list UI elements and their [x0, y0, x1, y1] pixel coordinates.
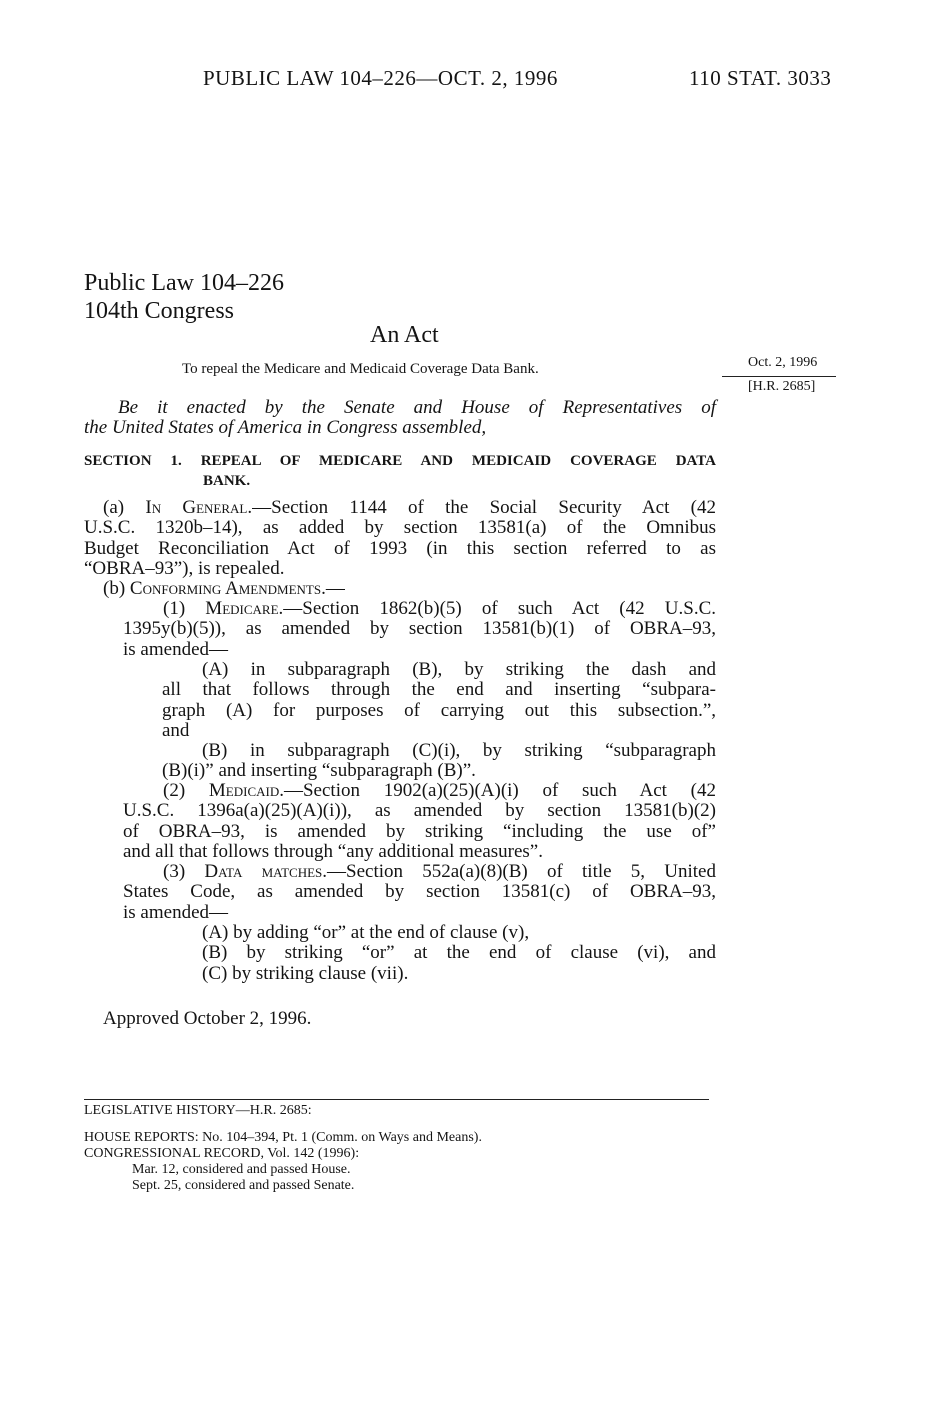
paragraph-1-medicare: (1) Medicare.—Section 1862(b)(5) of such Act (42 U.S.C. 1395y(b)(5)), as amended by section 13581(b)(1) of OBRA–93, is amended— — [123, 598, 716, 660]
margin-date: Oct. 2, 1996 — [748, 355, 818, 370]
house-reports: HOUSE REPORTS: No. 104–394, Pt. 1 (Comm. on Ways and Means). — [84, 1130, 482, 1145]
margin-divider — [722, 376, 836, 377]
congress-number: 104th Congress — [84, 298, 234, 324]
congressional-record: CONGRESSIONAL RECORD, Vol. 142 (1996): — [84, 1146, 360, 1161]
paragraph-1-subparagraph-B: (B) in subparagraph (C)(i), by striking “subparagraph (B)(i)” and inserting “subparagraph (B)”. — [162, 740, 716, 782]
paragraph-3-item-B: (B) by striking “or” at the end of clause (vi), and — [202, 942, 716, 964]
enacting-clause: Be it enacted by the Senate and House of Representatives of the United States of America in Congress assembled, — [84, 397, 716, 439]
public-law-number: Public Law 104–226 — [84, 270, 284, 296]
page-number: 110 STAT. 3033 — [689, 66, 832, 90]
approval-date: Approved October 2, 1996. — [103, 1008, 312, 1029]
legislative-history-divider — [84, 1099, 709, 1100]
record-entry-senate: Sept. 25, considered and passed Senate. — [132, 1178, 355, 1193]
subsection-a: (a) In General.—Section 1144 of the Social Security Act (42 U.S.C. 1320b–14), as added by section 13581(a) of the Omnibus Budget Reconciliation Act of 1993 (in this section referred to as “OBRA–93”), is repealed. — [84, 497, 716, 579]
paragraph-3-item-A: (A) by adding “or” at the end of clause (v), — [202, 922, 530, 943]
paragraph-3-item-C: (C) by striking clause (vii). — [202, 962, 409, 984]
record-entry-house: Mar. 12, considered and passed House. — [132, 1162, 351, 1177]
legislative-history-heading: LEGISLATIVE HISTORY—H.R. 2685: — [84, 1103, 312, 1118]
paragraph-2-medicaid: (2) Medicaid.—Section 1902(a)(25)(A)(i) of such Act (42 U.S.C. 1396a(a)(25)(A)(i)), as amended by section 13581(b)(2) of OBRA–93, is amended by striking “including the use of” and all that follows through “any additional measures”. — [123, 780, 716, 862]
paragraph-3-items — [202, 923, 716, 984]
act-title: An Act — [370, 322, 439, 348]
margin-bill-number: [H.R. 2685] — [748, 379, 816, 394]
paragraph-1-subparagraph-A: (A) in subparagraph (B), by striking the dash and all that follows through the end and inserting “subpara- graph (A) for purposes of carrying out this subsection.”, and — [162, 659, 716, 741]
act-purpose: To repeal the Medicare and Medicaid Coverage Data Bank. — [182, 361, 539, 377]
paragraph-3-data-matches: (3) Data matches.—Section 552a(a)(8)(B) of title 5, United States Code, as amended by section 13581(c) of OBRA–93, is amended— — [123, 861, 716, 923]
running-header-title: PUBLIC LAW 104–226—OCT. 2, 1996 — [203, 66, 558, 90]
subsection-b-heading: (b) Conforming Amendments.— — [103, 578, 345, 599]
section-heading: SECTION 1. REPEAL OF MEDICARE AND MEDICAID COVERAGE DATA BANK. — [84, 453, 716, 489]
